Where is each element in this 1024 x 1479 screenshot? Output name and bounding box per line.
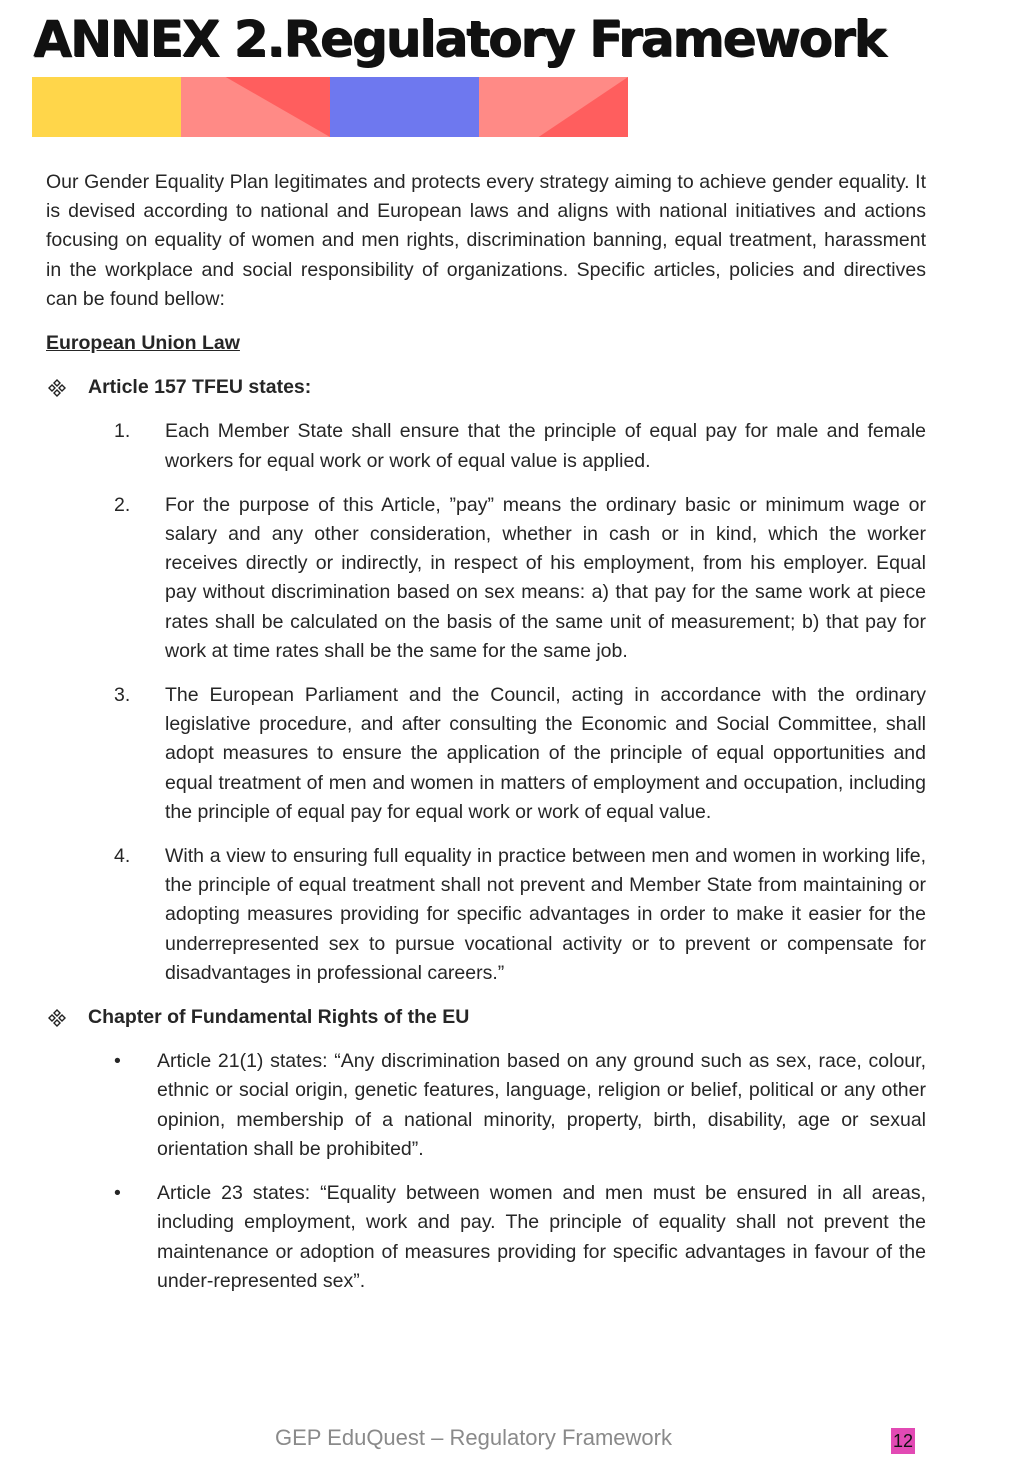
band-segment-yellow <box>32 77 181 137</box>
intro-paragraph: Our Gender Equality Plan legitimates and protects every strategy aiming to achieve gender equality. It is devised according to national and European laws and aligns with national initiatives and actions focusing on equality of women and men rights, discrimination banning, equal treatment, harassment in the workplace and social responsibility of organizations. Specific articles, policies and directives can be found bellow: <box>46 171 926 310</box>
bullet-dot: • <box>114 1050 121 1073</box>
list-item <box>46 417 926 475</box>
charter-list <box>46 1047 926 1296</box>
list-number: 3. <box>114 684 131 707</box>
band-segment-coral-2 <box>479 77 628 137</box>
charter-heading <box>46 1003 926 1032</box>
band-triangle-shape-2 <box>479 77 628 137</box>
article-157-list <box>46 417 926 988</box>
list-item <box>46 1179 926 1296</box>
list-item <box>46 681 926 827</box>
article-157-heading-text: Article 157 TFEU states: <box>88 376 312 399</box>
diamond-bullet-icon <box>48 1009 66 1027</box>
list-item <box>46 842 926 988</box>
list-item-text: For the purpose of this Article, ”pay” means the ordinary basic or minimum wage or salary and any other consideration, whether in cash or in kind, which the worker receives directly or indirectly, in respect of his employment, from his employer. Equal pay without discrimination based on sex means: a) that pay for the same work at piece rates shall be calculated on the basis of the same unit of measurement; b) that pay for work at time rates shall be the same for the same job. <box>165 493 926 662</box>
diamond-bullet-icon <box>48 379 66 397</box>
page-number: 12 <box>891 1428 915 1454</box>
list-number: 2. <box>114 493 131 516</box>
bullet-dot: • <box>114 1182 121 1205</box>
charter-heading-text: Chapter of Fundamental Rights of the EU <box>88 1006 470 1029</box>
list-item-text: With a view to ensuring full equality in practice between men and women in working life, the principle of equal treatment shall not prevent and Member State from maintaining or adopting measures providing for specific advantages in order to make it easier for the underrepresented sex to pursue vocational activity or to prevent or compensate for disadvantages in professional careers.” <box>165 845 926 984</box>
list-item <box>46 491 926 666</box>
list-item-text: The European Parliament and the Council, acting in accordance with the ordinary legislative procedure, and after consulting the Economic and Social Committee, shall adopt measures to ensure the application of the principle of equal opportunities and equal treatment of men and women in matters of employment and occupation, including the principle of equal pay for equal work or work of equal value. <box>165 684 926 823</box>
list-item-text: Each Member State shall ensure that the principle of equal pay for male and female workers for equal work or work of equal value is applied. <box>165 420 926 472</box>
band-segment-blue <box>330 77 479 137</box>
list-number: 1. <box>114 420 131 443</box>
list-item-text: Article 23 states: “Equality between women and men must be ensured in all areas, including employment, work and pay. The principle of equality shall not prevent the maintenance or adoption of measures providing for specific advantages in favour of the under-represented sex”. <box>157 1182 926 1292</box>
list-item <box>46 1047 926 1164</box>
document-body <box>46 168 926 1311</box>
article-157-heading <box>46 373 926 402</box>
band-triangle-shape <box>181 77 330 137</box>
page-title: ANNEX 2.Regulatory Framework <box>33 10 885 68</box>
footer-text: GEP EduQuest – Regulatory Framework <box>275 1425 672 1450</box>
list-item-text: Article 21(1) states: “Any discrimination based on any ground such as sex, race, colour, ethnic or social origin, genetic features, language, religion or belief, political or any other opinion, membership of a national minority, property, birth, disability, age or sexual orientation shall be prohibited”. <box>157 1050 926 1160</box>
list-number: 4. <box>114 845 131 868</box>
section-heading-eu-law: European Union Law <box>46 332 240 355</box>
band-segment-coral <box>181 77 330 137</box>
decorative-color-band <box>32 77 628 137</box>
